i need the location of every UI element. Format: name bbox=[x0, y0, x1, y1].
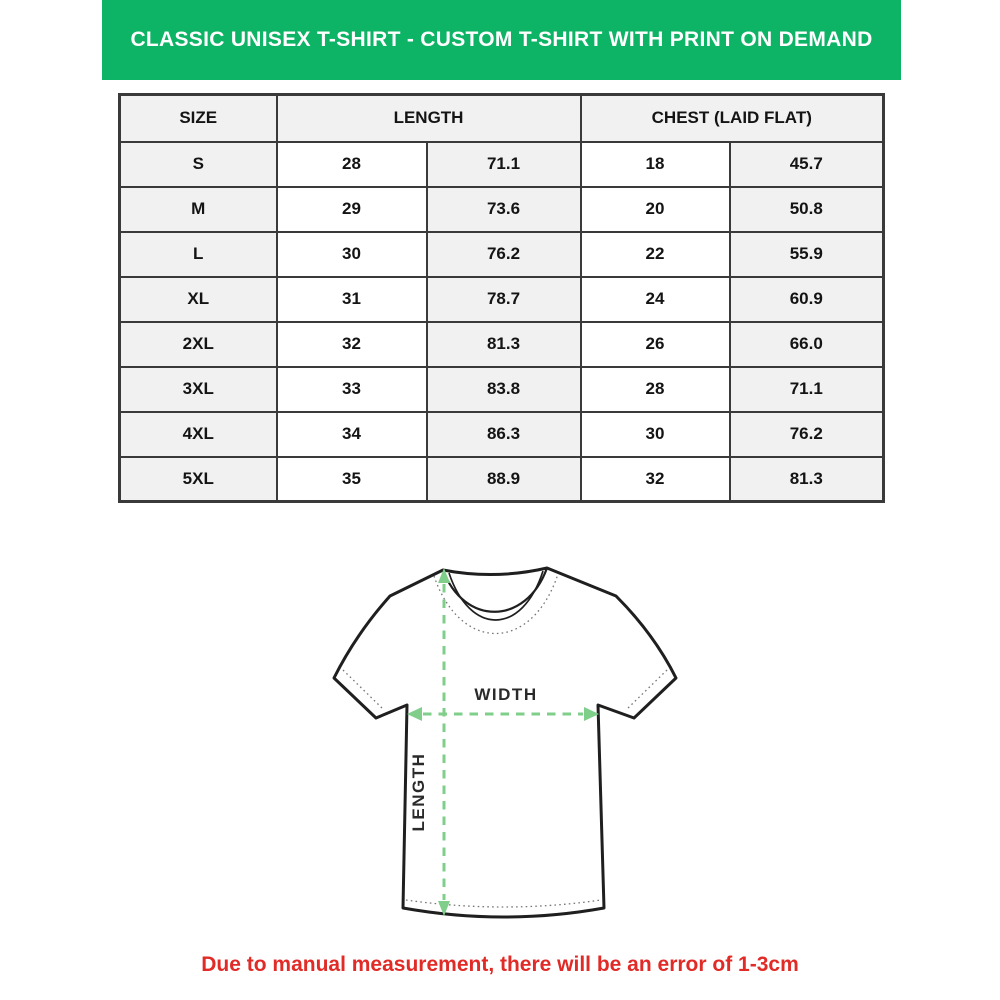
value-cell: 50.8 bbox=[730, 187, 884, 232]
measurement-disclaimer: Due to manual measurement, there will be an error of 1-3cm bbox=[201, 953, 799, 976]
size-cell: 4XL bbox=[120, 412, 277, 457]
value-cell: 73.6 bbox=[427, 187, 581, 232]
value-cell: 76.2 bbox=[730, 412, 884, 457]
value-cell: 31 bbox=[277, 277, 427, 322]
value-cell: 30 bbox=[277, 232, 427, 277]
size-cell: L bbox=[120, 232, 277, 277]
value-cell: 45.7 bbox=[730, 142, 884, 187]
value-cell: 22 bbox=[581, 232, 730, 277]
table-row bbox=[120, 367, 884, 412]
table-row bbox=[120, 142, 884, 187]
value-cell: 24 bbox=[581, 277, 730, 322]
value-cell: 35 bbox=[277, 457, 427, 502]
size-cell: M bbox=[120, 187, 277, 232]
size-cell: 5XL bbox=[120, 457, 277, 502]
value-cell: 83.8 bbox=[427, 367, 581, 412]
table-row bbox=[120, 232, 884, 277]
size-cell: S bbox=[120, 142, 277, 187]
value-cell: 86.3 bbox=[427, 412, 581, 457]
value-cell: 28 bbox=[581, 367, 730, 412]
col-header-chest: CHEST (LAID FLAT) bbox=[581, 95, 884, 142]
table-row bbox=[120, 277, 884, 322]
value-cell: 55.9 bbox=[730, 232, 884, 277]
col-header-size: SIZE bbox=[120, 95, 277, 142]
value-cell: 34 bbox=[277, 412, 427, 457]
value-cell: 78.7 bbox=[427, 277, 581, 322]
table-row bbox=[120, 322, 884, 367]
value-cell: 30 bbox=[581, 412, 730, 457]
tshirt-illustration bbox=[310, 548, 700, 940]
width-label: WIDTH bbox=[474, 685, 538, 704]
value-cell: 26 bbox=[581, 322, 730, 367]
title-banner bbox=[102, 0, 901, 80]
value-cell: 32 bbox=[277, 322, 427, 367]
value-cell: 29 bbox=[277, 187, 427, 232]
table-row bbox=[120, 412, 884, 457]
value-cell: 60.9 bbox=[730, 277, 884, 322]
size-cell: 3XL bbox=[120, 367, 277, 412]
size-table bbox=[118, 93, 885, 503]
value-cell: 88.9 bbox=[427, 457, 581, 502]
value-cell: 71.1 bbox=[730, 367, 884, 412]
value-cell: 18 bbox=[581, 142, 730, 187]
table-header-row bbox=[120, 95, 884, 142]
tshirt-outline bbox=[334, 568, 676, 917]
tshirt-diagram bbox=[310, 548, 700, 940]
value-cell: 81.3 bbox=[427, 322, 581, 367]
page-title: CLASSIC UNISEX T-SHIRT - CUSTOM T-SHIRT WITH PRINT ON DEMAND bbox=[130, 28, 873, 51]
value-cell: 33 bbox=[277, 367, 427, 412]
size-cell: 2XL bbox=[120, 322, 277, 367]
value-cell: 71.1 bbox=[427, 142, 581, 187]
value-cell: 81.3 bbox=[730, 457, 884, 502]
size-table-body bbox=[120, 142, 884, 502]
size-cell: XL bbox=[120, 277, 277, 322]
value-cell: 76.2 bbox=[427, 232, 581, 277]
value-cell: 28 bbox=[277, 142, 427, 187]
table-row bbox=[120, 457, 884, 502]
value-cell: 66.0 bbox=[730, 322, 884, 367]
value-cell: 20 bbox=[581, 187, 730, 232]
table-row bbox=[120, 187, 884, 232]
col-header-length: LENGTH bbox=[277, 95, 581, 142]
length-label: LENGTH bbox=[409, 752, 428, 832]
value-cell: 32 bbox=[581, 457, 730, 502]
